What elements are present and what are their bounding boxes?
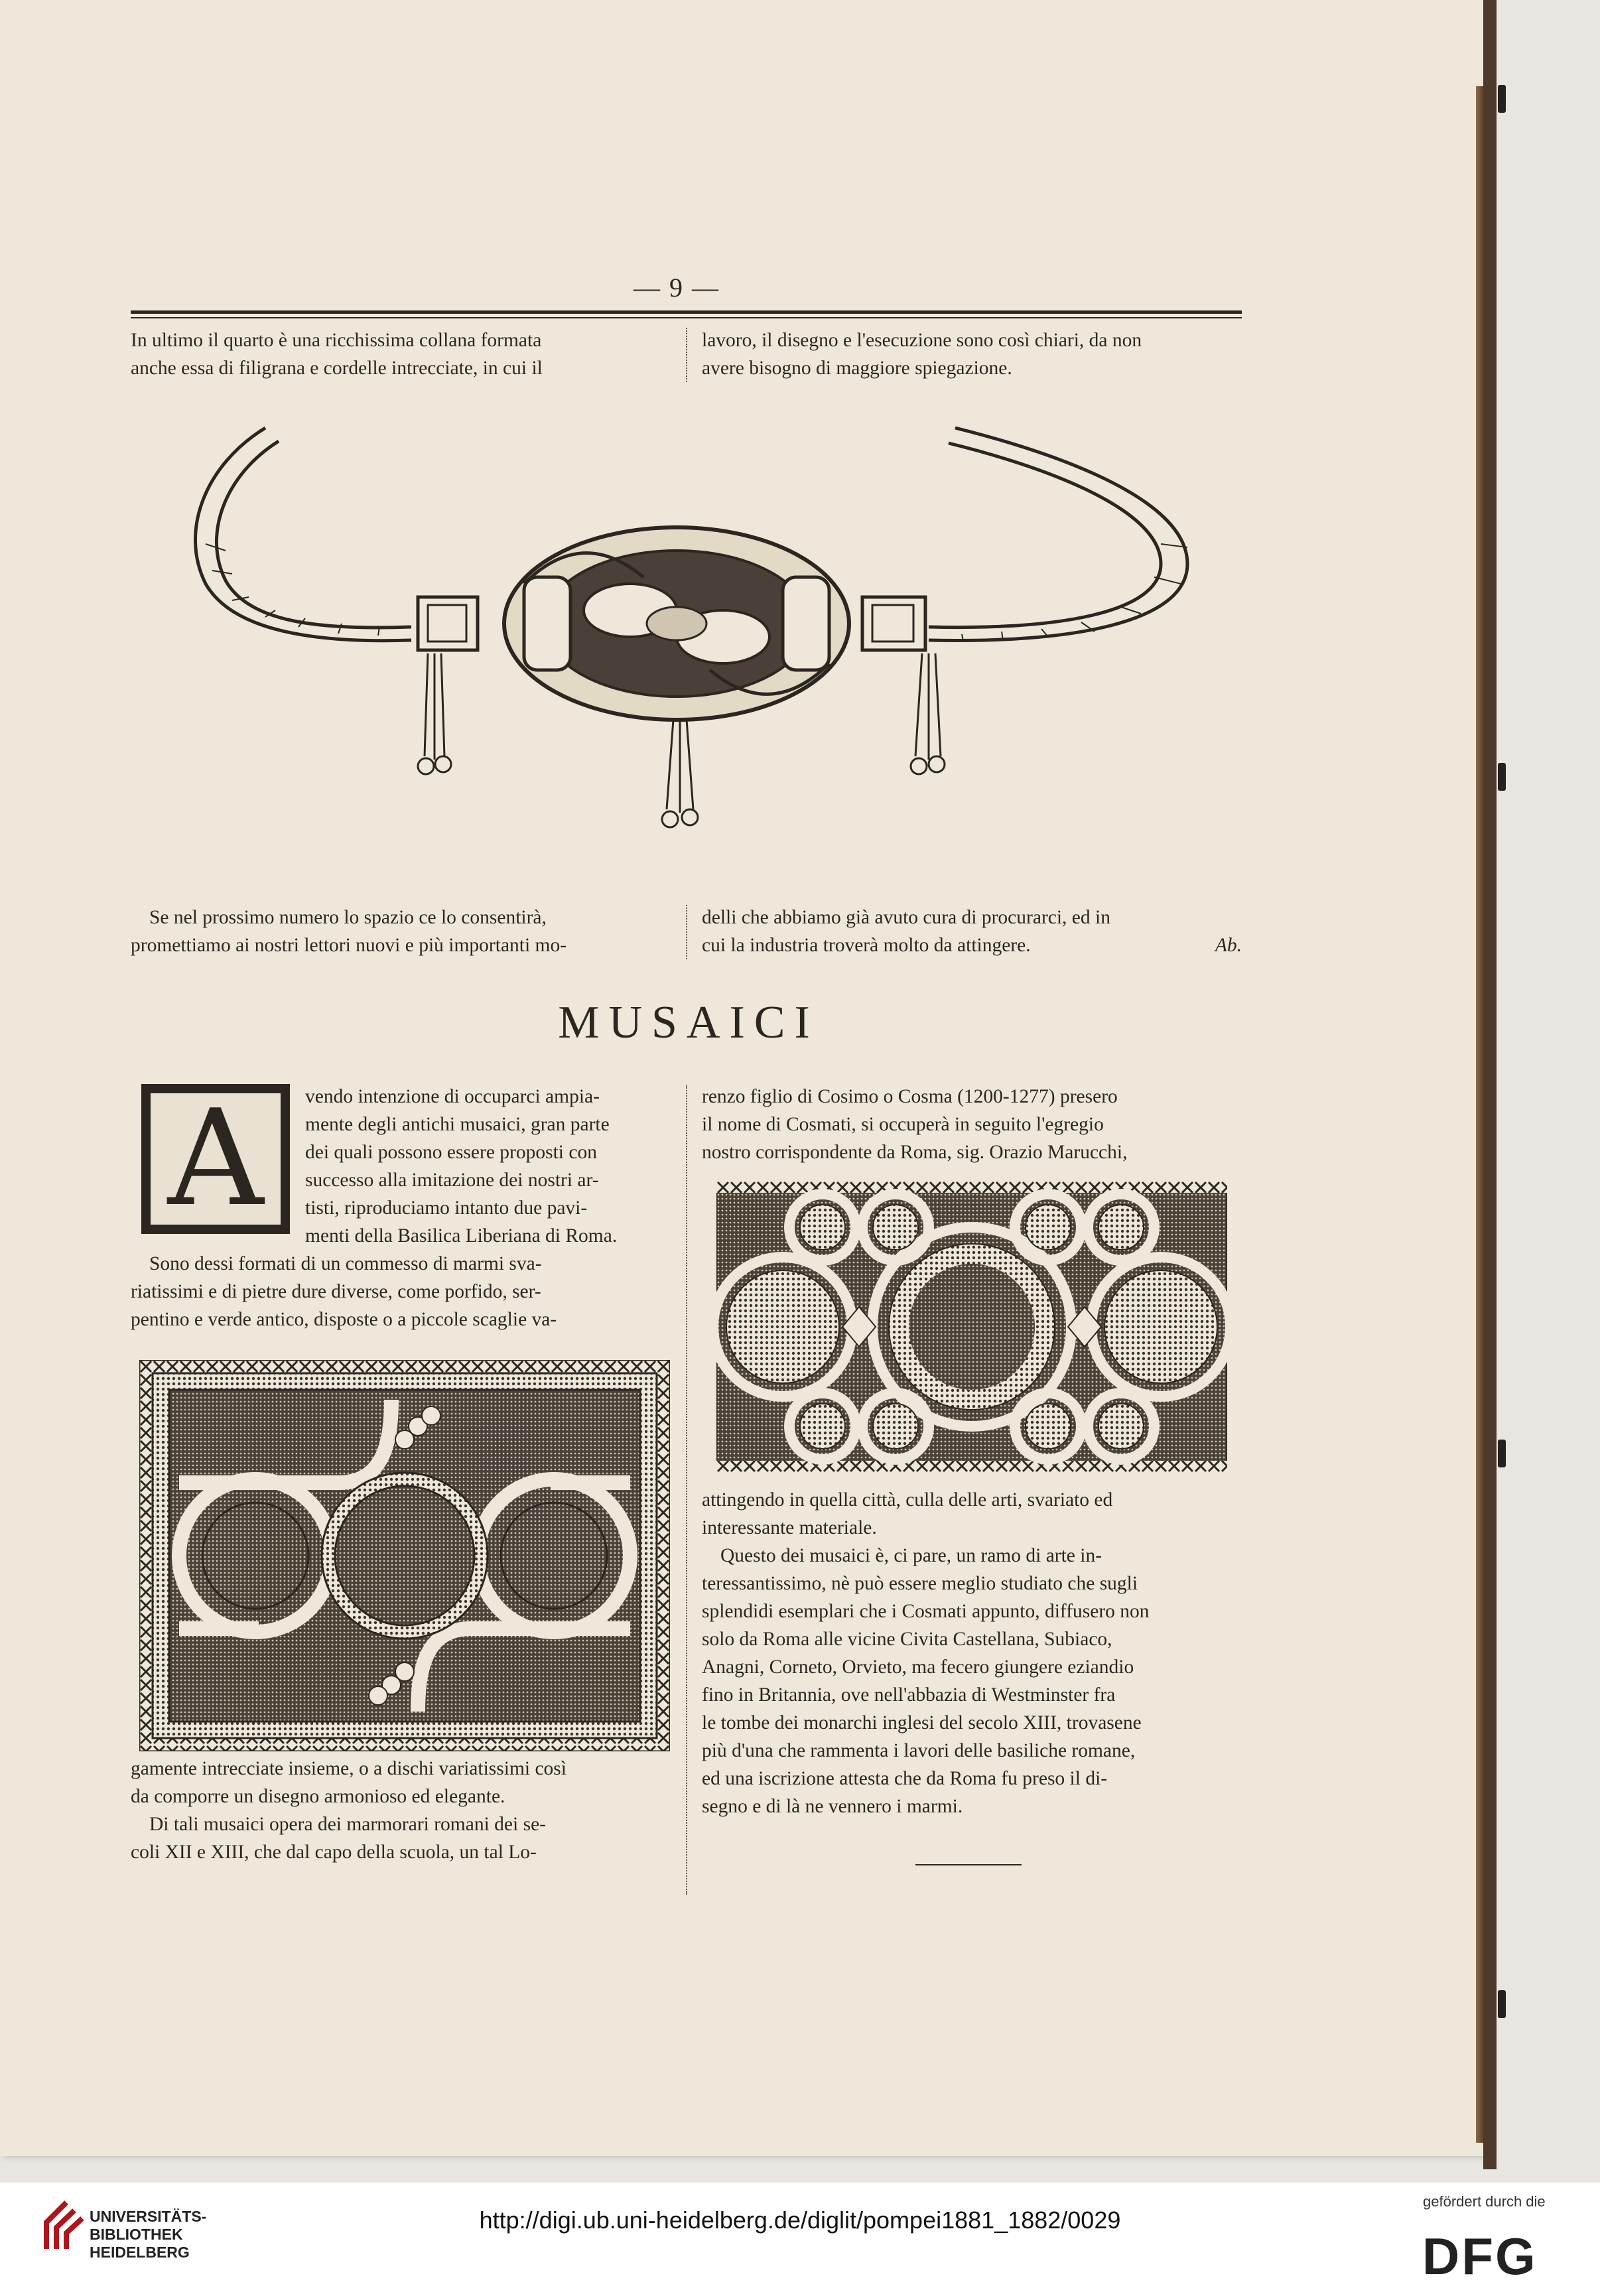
drop-cap-initial [141,1081,290,1236]
drop-cap-letter: A [167,1081,264,1236]
text-line: fino in Britannia, ove nell'abbazia di Westminster fra [702,1684,1116,1706]
column-separator [686,905,687,959]
library-name: UNIVERSITÄTS- BIBLIOTHEK HEIDELBERG [90,2208,207,2261]
top-left-column [131,326,676,382]
text-line: riatissimi e di pietre dure diverse, come porfido, ser- [131,1281,541,1302]
author-signature: Ab. [1215,935,1242,956]
column-separator [686,1085,687,1895]
article-title: MUSAICI [558,997,819,1048]
text-line: renzo figlio di Cosimo o Cosma (1200-1277) presero [702,1086,1118,1107]
binding-hole [1498,85,1506,113]
binding-hole [1498,763,1506,791]
dfg-logo: DFG [1422,2227,1538,2285]
text-line: In ultimo il quarto è una ricchissima collana formata [131,330,542,351]
text-line: mente degli antichi musaici, gran parte [305,1114,610,1135]
binding-hole [1498,1990,1506,2018]
text-line: avere bisogno di maggiore spiegazione. [702,358,1012,379]
text-line: Sono dessi formati di un commesso di marmi sva- [149,1253,542,1274]
text-line: Questo dei musaici è, ci pare, un ramo di arte in- [720,1545,1102,1566]
text-line: Anagni, Corneto, Orvieto, ma fecero giungere eziandio [702,1656,1134,1678]
text-line: Se nel prossimo numero lo spazio ce lo consentirà, [149,907,547,928]
text-line: splendidi esemplari che i Cosmati appunto, diffusero non [702,1601,1150,1622]
column-separator [686,328,687,382]
text-line: segno e di là ne vennero i marmi. [702,1796,963,1817]
necklace-engraving [166,411,1214,869]
text-line: nostro corrispondente da Roma, sig. Orazio Marucchi, [702,1142,1128,1163]
right-top-text [702,1083,1242,1166]
book-binding [1483,0,1497,2169]
text-line: ed una iscrizione attesta che da Roma fu preso il di- [702,1768,1108,1789]
text-line: solo da Roma alle vicine Civita Castellana, Subiaco, [702,1629,1112,1650]
text-line: successo alla imitazione dei nostri ar- [305,1170,599,1191]
text-line: più d'una che rammenta i lavori delle basiliche romane, [702,1740,1136,1761]
text-line: attingendo in quella città, culla delle arti, svariato ed [702,1489,1113,1511]
end-rule [915,1864,1022,1865]
text-line: il nome di Cosmati, si occuperà in seguito l'egregio [702,1114,1104,1135]
text-line: delli che abbiamo già avuto cura di procurarci, ed in [702,907,1110,928]
text-line: tisti, riproduciamo intanto due pavi- [305,1197,588,1219]
top-right-column [702,326,1242,382]
left-paragraph-2 [131,1250,671,1333]
text-line: gamente intrecciate insieme, o a dischi variatissimi così [131,1758,567,1779]
intro-text [305,1083,671,1250]
left-after-figure [131,1755,671,1866]
mid-right-column [702,904,1242,959]
mid-left-column [131,904,676,959]
text-line: Di tali musaici opera dei marmorari romani dei se- [149,1814,546,1835]
text-line: da comporre un disegno armonioso ed elegante. [131,1786,505,1807]
text-line: le tombe dei monarchi inglesi del secolo XIII, trovasene [702,1712,1142,1733]
permalink-url[interactable]: http://digi.ub.uni-heidelberg.de/diglit/pompei1881_1882/0029 [479,2206,1121,2234]
text-line: lavoro, il disegno e l'esecuzione sono così chiari, da non [702,330,1142,351]
text-line: cui la industria troverà molto da attingere. [702,935,1031,956]
header-rule [131,310,1242,314]
text-line: coli XII e XIII, che dal capo della scuola, un tal Lo- [131,1842,537,1863]
text-line: teressantissimo, nè può essere meglio studiato che sugli [702,1573,1138,1594]
viewer-footer [0,2183,1600,2296]
text-line: menti della Basilica Liberiana di Roma. [305,1225,618,1247]
mosaic-pavement-figure-right [716,1181,1227,1473]
text-line: vendo intenzione di occuparci ampia- [305,1086,600,1107]
binding-hole [1498,1440,1506,1467]
mosaic-pavement-figure-left [139,1360,670,1751]
right-after-figure [702,1486,1242,1820]
funding-caption: gefördert durch die [1423,2193,1546,2210]
text-line: promettiamo ai nostri lettori nuovi e più importanti mo- [131,935,567,956]
text-line: interessante materiale. [702,1517,877,1538]
text-line: dei quali possono essere proposti con [305,1142,597,1163]
header-rule-thin [131,317,1242,318]
text-line: anche essa di filigrana e cordelle intrecciate, in cui il [131,358,543,379]
text-line: pentino e verde antico, disposte o a piccole scaglie va- [131,1309,557,1330]
page-number: — 9 — [633,273,720,303]
